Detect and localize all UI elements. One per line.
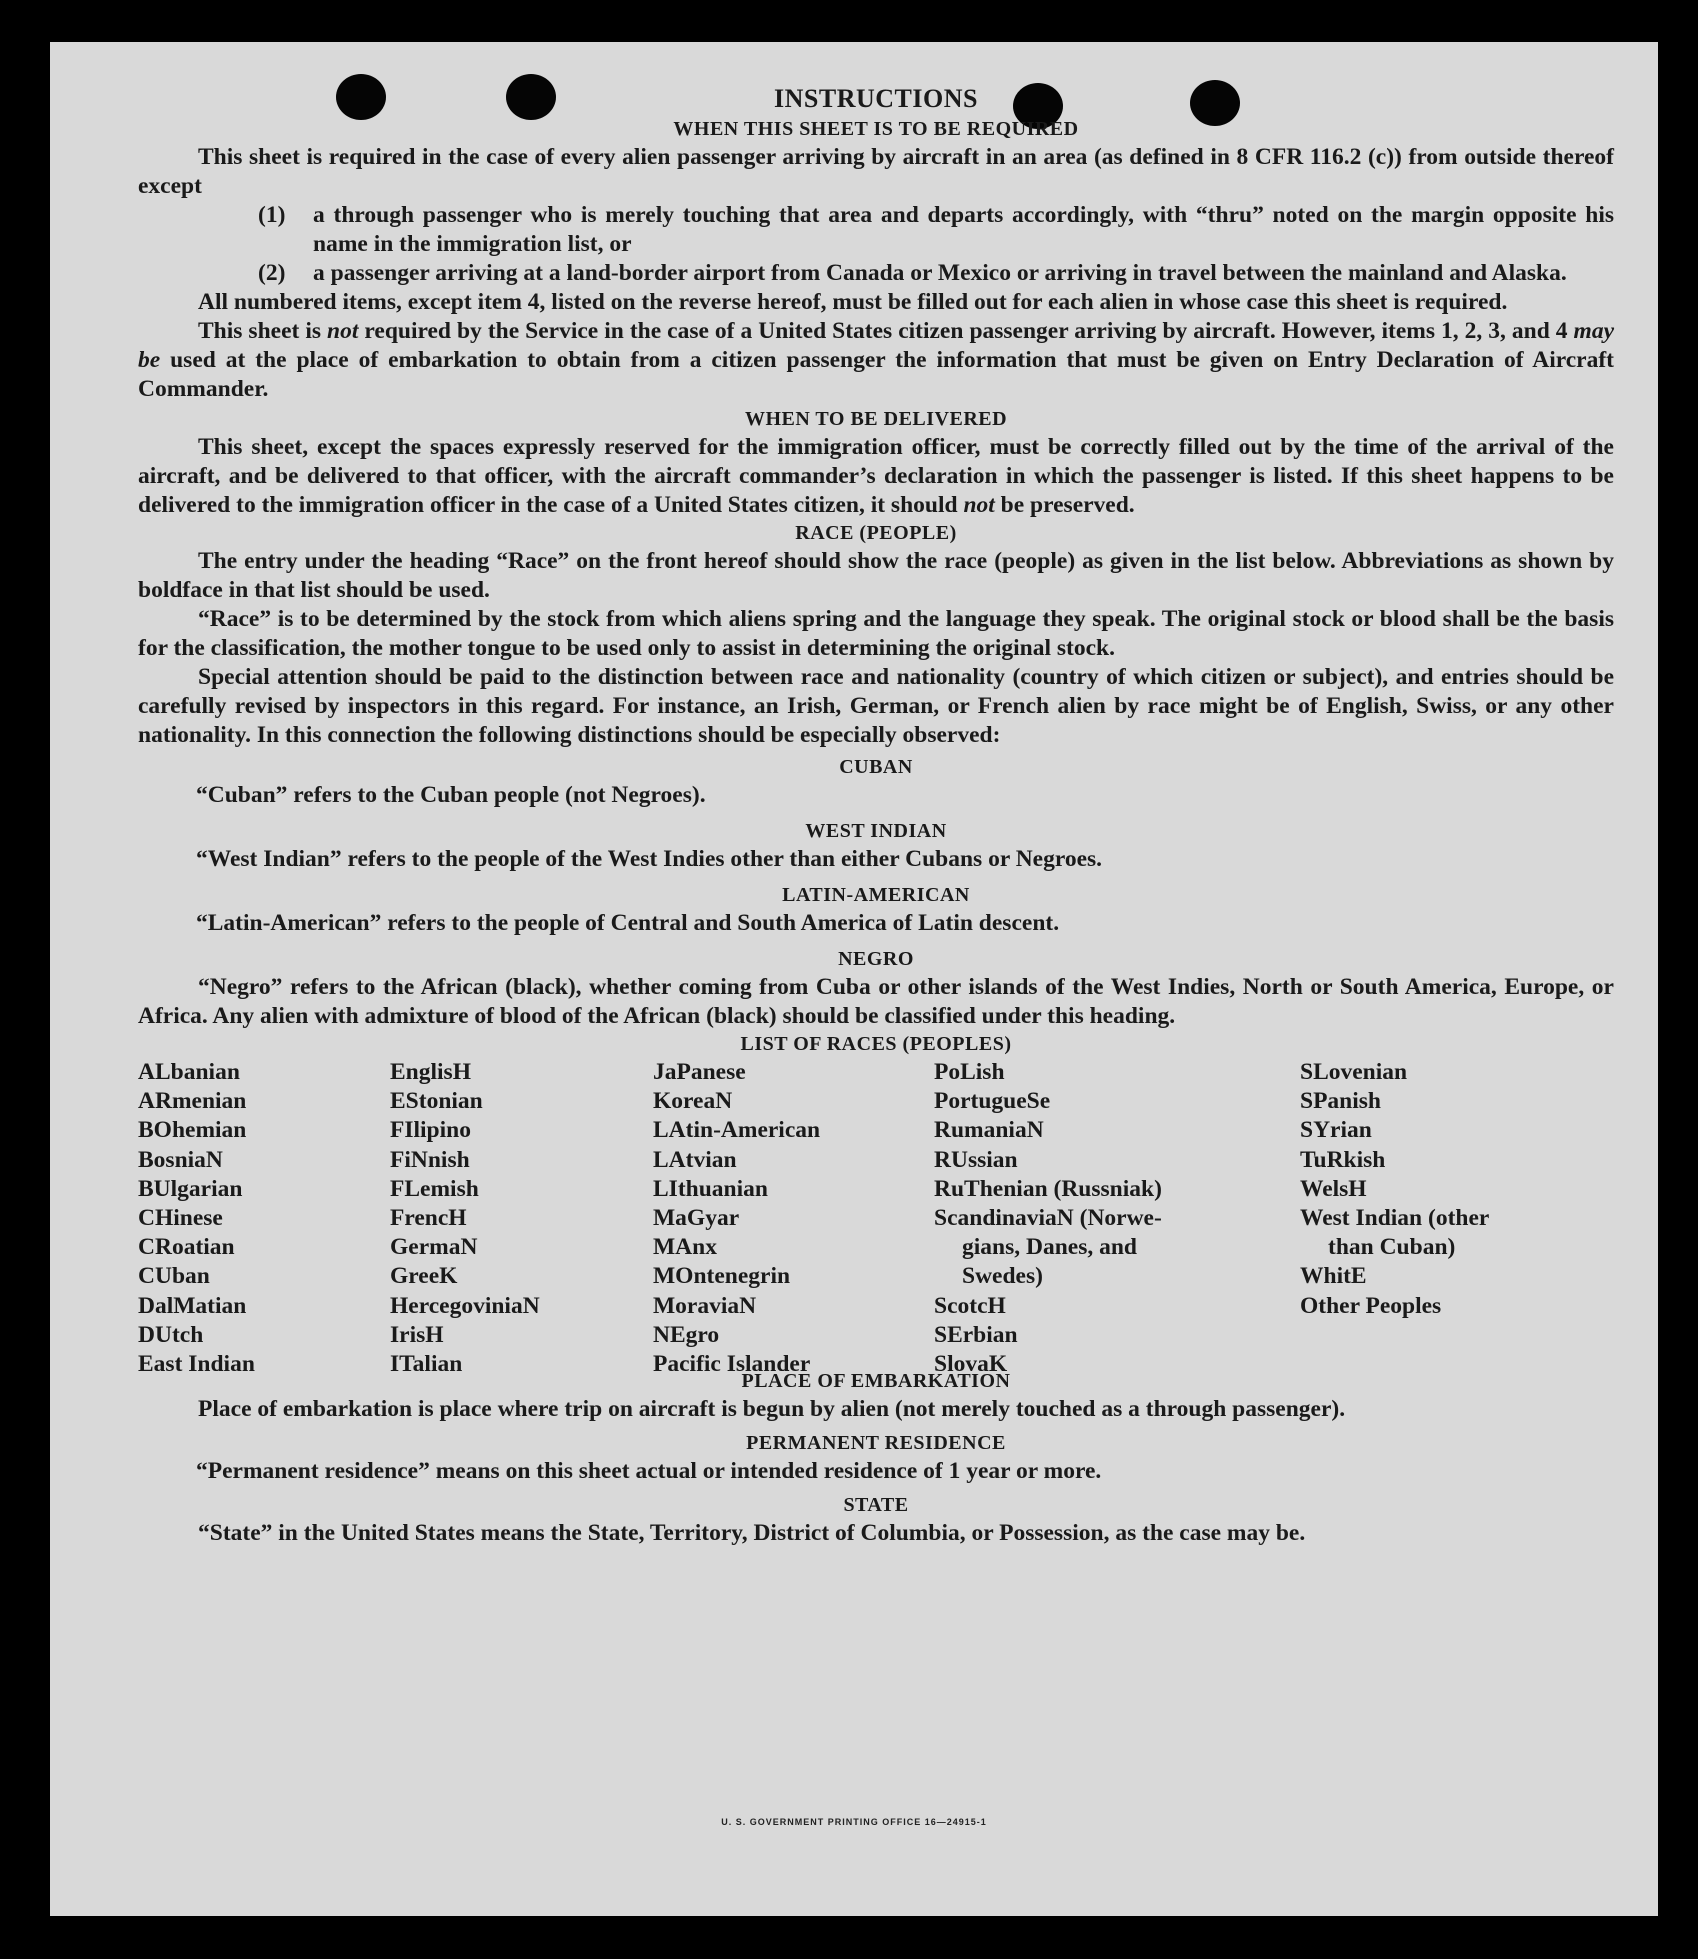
section-heading-race: RACE (PEOPLE) <box>795 522 957 544</box>
races-column-1 <box>138 1058 255 1379</box>
race-entry: East Indian <box>138 1351 255 1378</box>
races-column-3 <box>653 1058 820 1379</box>
race-entry: FLemish <box>390 1175 479 1202</box>
race-entry: FIlipino <box>390 1117 471 1144</box>
race-entry: ScandinaviaN (Norwe- <box>934 1205 1162 1232</box>
definition-latin-american: “Latin-American” refers to the people of Central and South America of Latin descent. <box>196 910 1060 936</box>
race-entry: RumaniaN <box>934 1117 1044 1144</box>
race-entry: HercegoviniaN <box>390 1292 540 1319</box>
definition-west-indian: “West Indian” refers to the people of the West Indies other than either Cubans or Negroes. <box>196 846 1103 872</box>
race-entry: KoreaN <box>653 1088 733 1115</box>
race-entry: NEgro <box>653 1321 720 1348</box>
definition-negro: “Negro” refers to the African (black), whether coming from Cuba or other islands of the West Indies, North or South America, Europe, or Africa. Any alien with admixture of blood of the African (black) should be classified under this heading. <box>138 974 1614 1029</box>
race-entry: BUlgarian <box>138 1175 243 1202</box>
instructions-body <box>138 82 1614 1548</box>
races-column-5 <box>1300 1058 1489 1321</box>
section-heading-when-required: WHEN THIS SHEET IS TO BE REQUIRED <box>673 118 1079 140</box>
paragraph: All numbered items, except item 4, listed on the reverse hereof, must be filled out for each alien in whose case this sheet is required. <box>198 289 1508 315</box>
race-entry: MaGyar <box>653 1205 740 1232</box>
race-entry: EnglisH <box>390 1059 471 1085</box>
race-entry: RUssian <box>934 1146 1018 1173</box>
race-entry: RuThenian (Russniak) <box>934 1175 1162 1202</box>
item-text: a through passenger who is merely touching that area and departs accordingly, with “thru” noted on the margin opposite his name in the immigration list, or <box>313 202 1614 257</box>
race-entry: Pacific Islander <box>653 1351 811 1378</box>
item-text: a passenger arriving at a land-border airport from Canada or Mexico or arriving in travel between the mainland and Alaska. <box>313 260 1567 286</box>
page-title: INSTRUCTIONS <box>774 84 978 113</box>
definition-permanent-residence: “Permanent residence” means on this sheet actual or intended residence of 1 year or more. <box>196 1458 1102 1484</box>
race-entry: LAtvian <box>653 1146 737 1173</box>
race-entry: EStonian <box>390 1088 483 1115</box>
race-entry: LIthuanian <box>653 1175 768 1202</box>
section-heading-latin-american: LATIN-AMERICAN <box>782 884 970 906</box>
races-column-2 <box>390 1058 540 1379</box>
race-entry: JaPanese <box>653 1059 746 1085</box>
race-entry: ARmenian <box>138 1088 247 1115</box>
race-entry: GermaN <box>390 1234 478 1261</box>
race-entry: FiNnish <box>390 1146 470 1173</box>
race-entry: DUtch <box>138 1321 204 1348</box>
list-item <box>258 259 1614 288</box>
race-entry: MoraviaN <box>653 1292 757 1319</box>
race-entry: SlovaK <box>934 1351 1008 1378</box>
race-entry: ALbanian <box>138 1059 240 1085</box>
race-entry: PortugueSe <box>934 1088 1051 1115</box>
race-entry: BOhemian <box>138 1117 247 1144</box>
race-entry: FrencH <box>390 1205 467 1232</box>
race-entry: SLovenian <box>1300 1059 1408 1085</box>
section-heading-west-indian: WEST INDIAN <box>805 820 947 842</box>
race-entry: SPanish <box>1300 1088 1381 1115</box>
definition-state: “State” in the United States means the State, Territory, District of Columbia, or Possession, as the case may be. <box>198 1520 1306 1546</box>
paragraph: Special attention should be paid to the distinction between race and nationality (country of which citizen or subject), and entries should be carefully revised by inspectors in this regard. For instance, an Irish, German, or French alien by race might be of English, Swiss, or any other nationality. In this connection the following distinctions should be especially observed: <box>138 664 1614 748</box>
section-heading-when-delivered: WHEN TO BE DELIVERED <box>744 408 1008 430</box>
race-entry: WelsH <box>1300 1175 1367 1202</box>
race-entry: Other Peoples <box>1300 1292 1442 1319</box>
races-column-4 <box>934 1058 1162 1379</box>
paragraph: Place of embarkation is place where trip on aircraft is begun by alien (not merely touched as a through passenger). <box>198 1396 1346 1422</box>
race-entry: CUban <box>138 1263 210 1290</box>
race-entry: SErbian <box>934 1321 1018 1348</box>
item-number: (1) <box>258 202 286 228</box>
race-entry: West Indian (other <box>1300 1205 1490 1232</box>
race-entry: Swedes) <box>962 1263 1043 1290</box>
paragraph: This sheet is not required by the Service in the case of a United States citizen passenger arriving by aircraft. However, items 1, 2, 3, and 4 may be used at the place of embarkation to obtain from a citizen passenger the information that must be given on Entry Declaration of Aircraft Commander. <box>138 318 1615 402</box>
race-entry: DalMatian <box>138 1292 247 1319</box>
race-entry: WhitE <box>1300 1263 1367 1290</box>
race-entry: GreeK <box>390 1263 458 1290</box>
section-heading-negro: NEGRO <box>838 948 914 970</box>
section-heading-permanent-residence: PERMANENT RESIDENCE <box>746 1432 1006 1454</box>
races-list <box>138 1058 1614 1378</box>
race-entry: LAtin-American <box>653 1117 821 1144</box>
race-entry: gians, Danes, and <box>962 1234 1137 1261</box>
paragraph: The entry under the heading “Race” on the front hereof should show the race (people) as given in the list below. Abbreviations as shown by boldface in that list should be used. <box>138 548 1614 603</box>
race-entry: ScotcH <box>934 1292 1006 1319</box>
race-entry: PoLish <box>934 1059 1005 1085</box>
list-item <box>258 201 1614 259</box>
race-entry: IrisH <box>390 1321 444 1348</box>
race-entry: than Cuban) <box>1328 1234 1456 1261</box>
section-heading-state: STATE <box>843 1494 909 1516</box>
race-entry: ITalian <box>390 1351 463 1378</box>
race-entry: SYrian <box>1300 1117 1372 1144</box>
section-heading-cuban: CUBAN <box>839 756 913 778</box>
race-entry: CRoatian <box>138 1234 235 1261</box>
race-entry: CHinese <box>138 1205 223 1232</box>
item-number: (2) <box>258 260 286 286</box>
paragraph: This sheet, except the spaces expressly reserved for the immigration officer, must be correctly filled out by the time of the arrival of the aircraft, and be delivered to that officer, with the aircraft commander’s declaration in which the passenger is listed. If this sheet happens to be delivered to the immigration officer in the case of a United States citizen, it should not be preserved. <box>138 434 1614 518</box>
definition-cuban: “Cuban” refers to the Cuban people (not Negroes). <box>196 782 706 808</box>
paragraph: This sheet is required in the case of every alien passenger arriving by aircraft in an area (as defined in 8 CFR 116.2 (c)) from outside thereof except <box>138 144 1614 199</box>
race-entry: BosniaN <box>138 1146 223 1173</box>
document-sheet <box>50 42 1658 1916</box>
printer-imprint: U. S. GOVERNMENT PRINTING OFFICE 16—24915-1 <box>721 1817 987 1827</box>
paragraph: “Race” is to be determined by the stock from which aliens spring and the language they speak. The original stock or blood shall be the basis for the classification, the mother tongue to be used only to assist in determining the original stock. <box>138 606 1614 661</box>
race-entry: MAnx <box>653 1234 717 1261</box>
race-entry: MOntenegrin <box>653 1263 791 1290</box>
section-heading-embarkation: PLACE OF EMBARKATION <box>741 1370 1011 1392</box>
race-entry: TuRkish <box>1300 1146 1386 1173</box>
section-heading-list-of-races: LIST OF RACES (PEOPLES) <box>740 1033 1012 1055</box>
